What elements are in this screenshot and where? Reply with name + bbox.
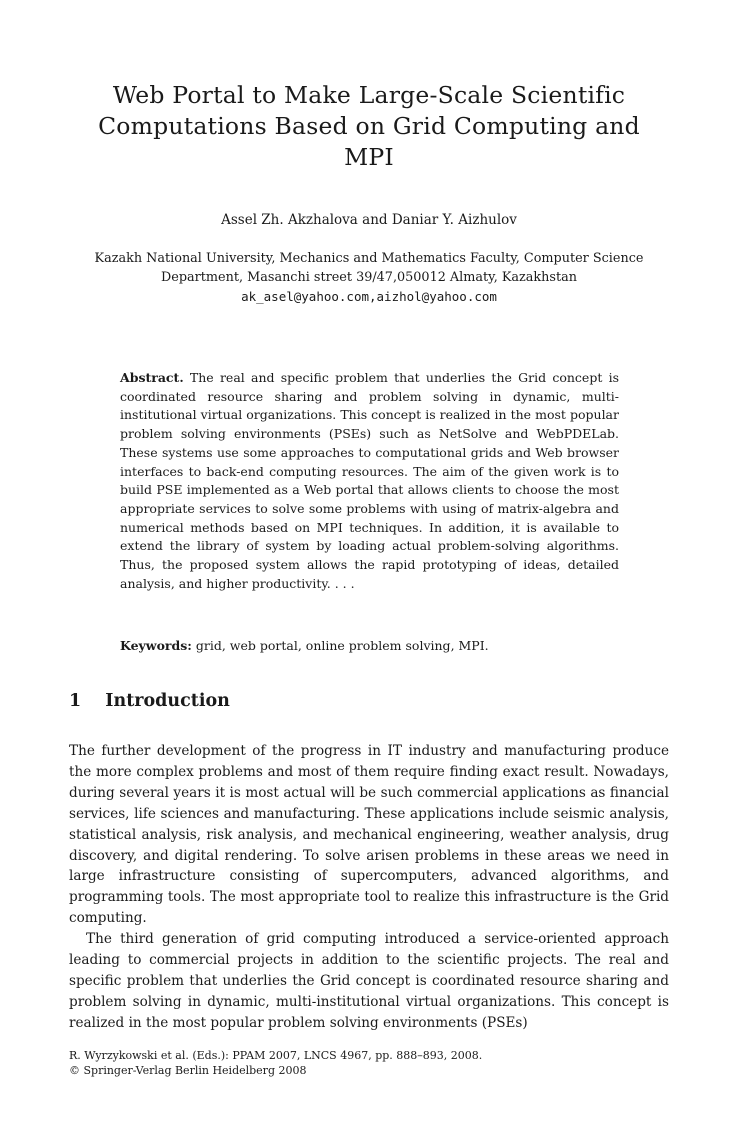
- keywords-label: Keywords:: [120, 638, 192, 653]
- section-number: 1: [69, 691, 82, 711]
- authors-line: Assel Zh. Akzhalova and Daniar Y. Aizhulov: [221, 212, 517, 228]
- abstract-block: [120, 369, 619, 593]
- paragraph-2: The third generation of grid computing introduced a service-oriented approach leading to commercial projects in addition to the scientific projects. The real and specific problem that underlies the Grid concept is coordinated resource sharing and problem solving in dynamic, multi-institutional virtual organizations. This concept is realized in the most popular problem solving environments (PSEs): [69, 931, 669, 1031]
- paper-title-line-2: Computations Based on Grid Computing and: [98, 112, 640, 140]
- abstract-label: Abstract.: [120, 370, 184, 385]
- author-emails: ak_asel@yahoo.com,aizhol@yahoo.com: [241, 289, 497, 304]
- affiliation: [49, 249, 689, 287]
- footer-citation-line: R. Wyrzykowski et al. (Eds.): PPAM 2007, LNCS 4967, pp. 888–893, 2008.: [69, 1049, 483, 1062]
- abstract-text: The real and specific problem that underlies the Grid concept is coordinated resource sharing and problem solving in dynamic, multi-institutional virtual organizations. This concept is realized in the most popular problem solving environments (PSEs) such as NetSolve and WebPDELab. These systems use some approaches to computational grids and Web browser interfaces to back-end computing resources. The aim of the given work is to build PSE implemented as a Web portal that allows clients to choose the most appropriate services to solve some problems with using of matrix-algebra and numerical methods based on MPI techniques. In addition, it is available to extend the library of system by loading actual problem-solving algorithms. Thus, the proposed system allows the rapid prototyping of ideas, detailed analysis, and higher productivity. . . .: [120, 370, 619, 591]
- section-title: Introduction: [105, 691, 230, 711]
- paper-title-line-1: Web Portal to Make Large-Scale Scientific: [112, 81, 626, 109]
- paragraph-1: The further development of the progress in IT industry and manufacturing produce the more complex problems and most of them require finding exact result. Nowadays, during several years it is most actual will be such commercial applications as financial services, life sciences and manufacturing. These applications include seismic analysis, statistical analysis, risk analysis, and mechanical engineering, weather analysis, drug discovery, and digital rendering. To solve arisen problems in these areas we need in large infrastructure consisting of supercomputers, advanced algorithms, and programming tools. The most appropriate tool to realize this infrastructure is the Grid computing.: [69, 743, 669, 927]
- paper-title-line-3: MPI: [344, 143, 394, 171]
- section-heading: [69, 691, 669, 711]
- body-text: [69, 741, 669, 1034]
- affiliation-line-1: Kazakh National University, Mechanics and Mathematics Faculty, Computer Science: [94, 251, 644, 266]
- keywords-block: [120, 637, 619, 656]
- footer-copyright-line: © Springer-Verlag Berlin Heidelberg 2008: [69, 1064, 307, 1077]
- affiliation-line-2: Department, Masanchi street 39/47,050012 Almaty, Kazakhstan: [161, 270, 577, 285]
- keywords-text: grid, web portal, online problem solving, MPI.: [195, 638, 489, 653]
- page-footer: [69, 1048, 669, 1078]
- paper-title: [69, 80, 669, 173]
